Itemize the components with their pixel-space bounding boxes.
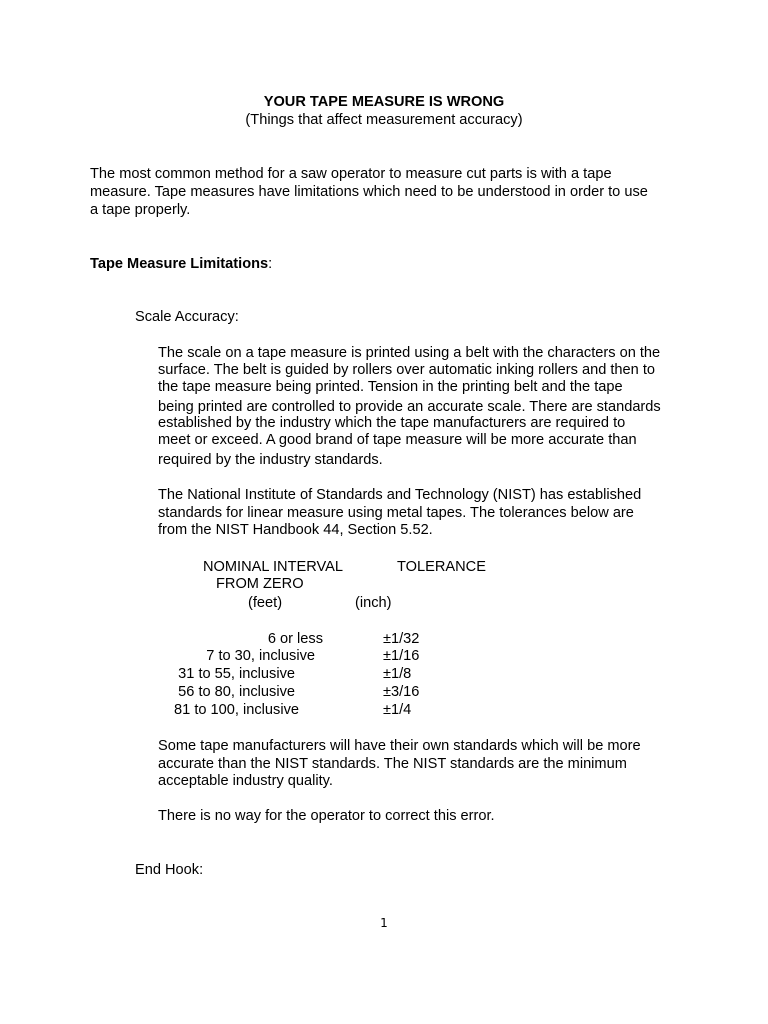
scale-para1-line-5: established by the industry which the tape manufacturers are required to [158, 415, 626, 431]
table-row-interval: 6 or less [267, 631, 323, 647]
table-header-tolerance: TOLERANCE [397, 559, 486, 575]
page-title: YOUR TAPE MEASURE IS WRONG [263, 94, 505, 110]
scale-para2-line-2: standards for linear measure using metal tapes. The tolerances below are [158, 505, 634, 521]
page-number: 1 [380, 916, 388, 930]
table-row-tolerance: ±1/16 [383, 648, 420, 664]
section-heading [90, 255, 272, 273]
table-row-interval: 56 to 80, inclusive [178, 684, 295, 700]
scale-para3-line-1: Some tape manufacturers will have their own standards which will be more [158, 738, 641, 754]
scale-para2-line-3: from the NIST Handbook 44, Section 5.52. [158, 522, 433, 538]
scale-para1-line-6: meet or exceed. A good brand of tape measure will be more accurate than [158, 432, 637, 448]
scale-para1-line-4: being printed are controlled to provide an accurate scale. There are standards [158, 399, 661, 415]
table-header-feet: (feet) [248, 595, 283, 611]
intro-line-3: a tape properly. [90, 202, 191, 218]
table-header-from-zero: FROM ZERO [216, 576, 304, 592]
section-heading-text: Tape Measure Limitations [90, 256, 269, 272]
scale-accuracy-heading: Scale Accuracy: [135, 309, 239, 325]
table-row-tolerance: ±1/8 [383, 666, 412, 682]
scale-para1-line-7: required by the industry standards. [158, 452, 383, 468]
scale-para3-line-2: accurate than the NIST standards. The NIST standards are the minimum [158, 756, 627, 772]
table-row-interval: 7 to 30, inclusive [206, 648, 315, 664]
intro-line-2: measure. Tape measures have limitations which need to be understood in order to use [90, 184, 648, 200]
scale-para2-line-1: The National Institute of Standards and Technology (NIST) has established [158, 487, 642, 503]
scale-para3-line-3: acceptable industry quality. [158, 773, 333, 789]
table-row-tolerance: ±3/16 [383, 684, 420, 700]
scale-para4: There is no way for the operator to correct this error. [158, 808, 495, 824]
scale-para1-line-1: The scale on a tape measure is printed using a belt with the characters on the [158, 345, 661, 361]
scale-para1-line-2: surface. The belt is guided by rollers over automatic inking rollers and then to [158, 362, 655, 378]
table-row-interval: 31 to 55, inclusive [178, 666, 295, 682]
page-subtitle: (Things that affect measurement accuracy) [245, 112, 523, 128]
table-header-interval: NOMINAL INTERVAL [203, 559, 344, 575]
end-hook-heading: End Hook: [135, 862, 204, 878]
section-heading-colon: : [268, 256, 273, 272]
table-row-tolerance: ±1/4 [383, 702, 412, 718]
table-header-inch: (inch) [355, 595, 392, 611]
table-row-interval: 81 to 100, inclusive [174, 702, 299, 718]
intro-line-1: The most common method for a saw operator to measure cut parts is with a tape [90, 166, 612, 182]
scale-para1-line-3: the tape measure being printed. Tension in the printing belt and the tape [158, 379, 623, 395]
table-row-tolerance: ±1/32 [383, 631, 420, 647]
